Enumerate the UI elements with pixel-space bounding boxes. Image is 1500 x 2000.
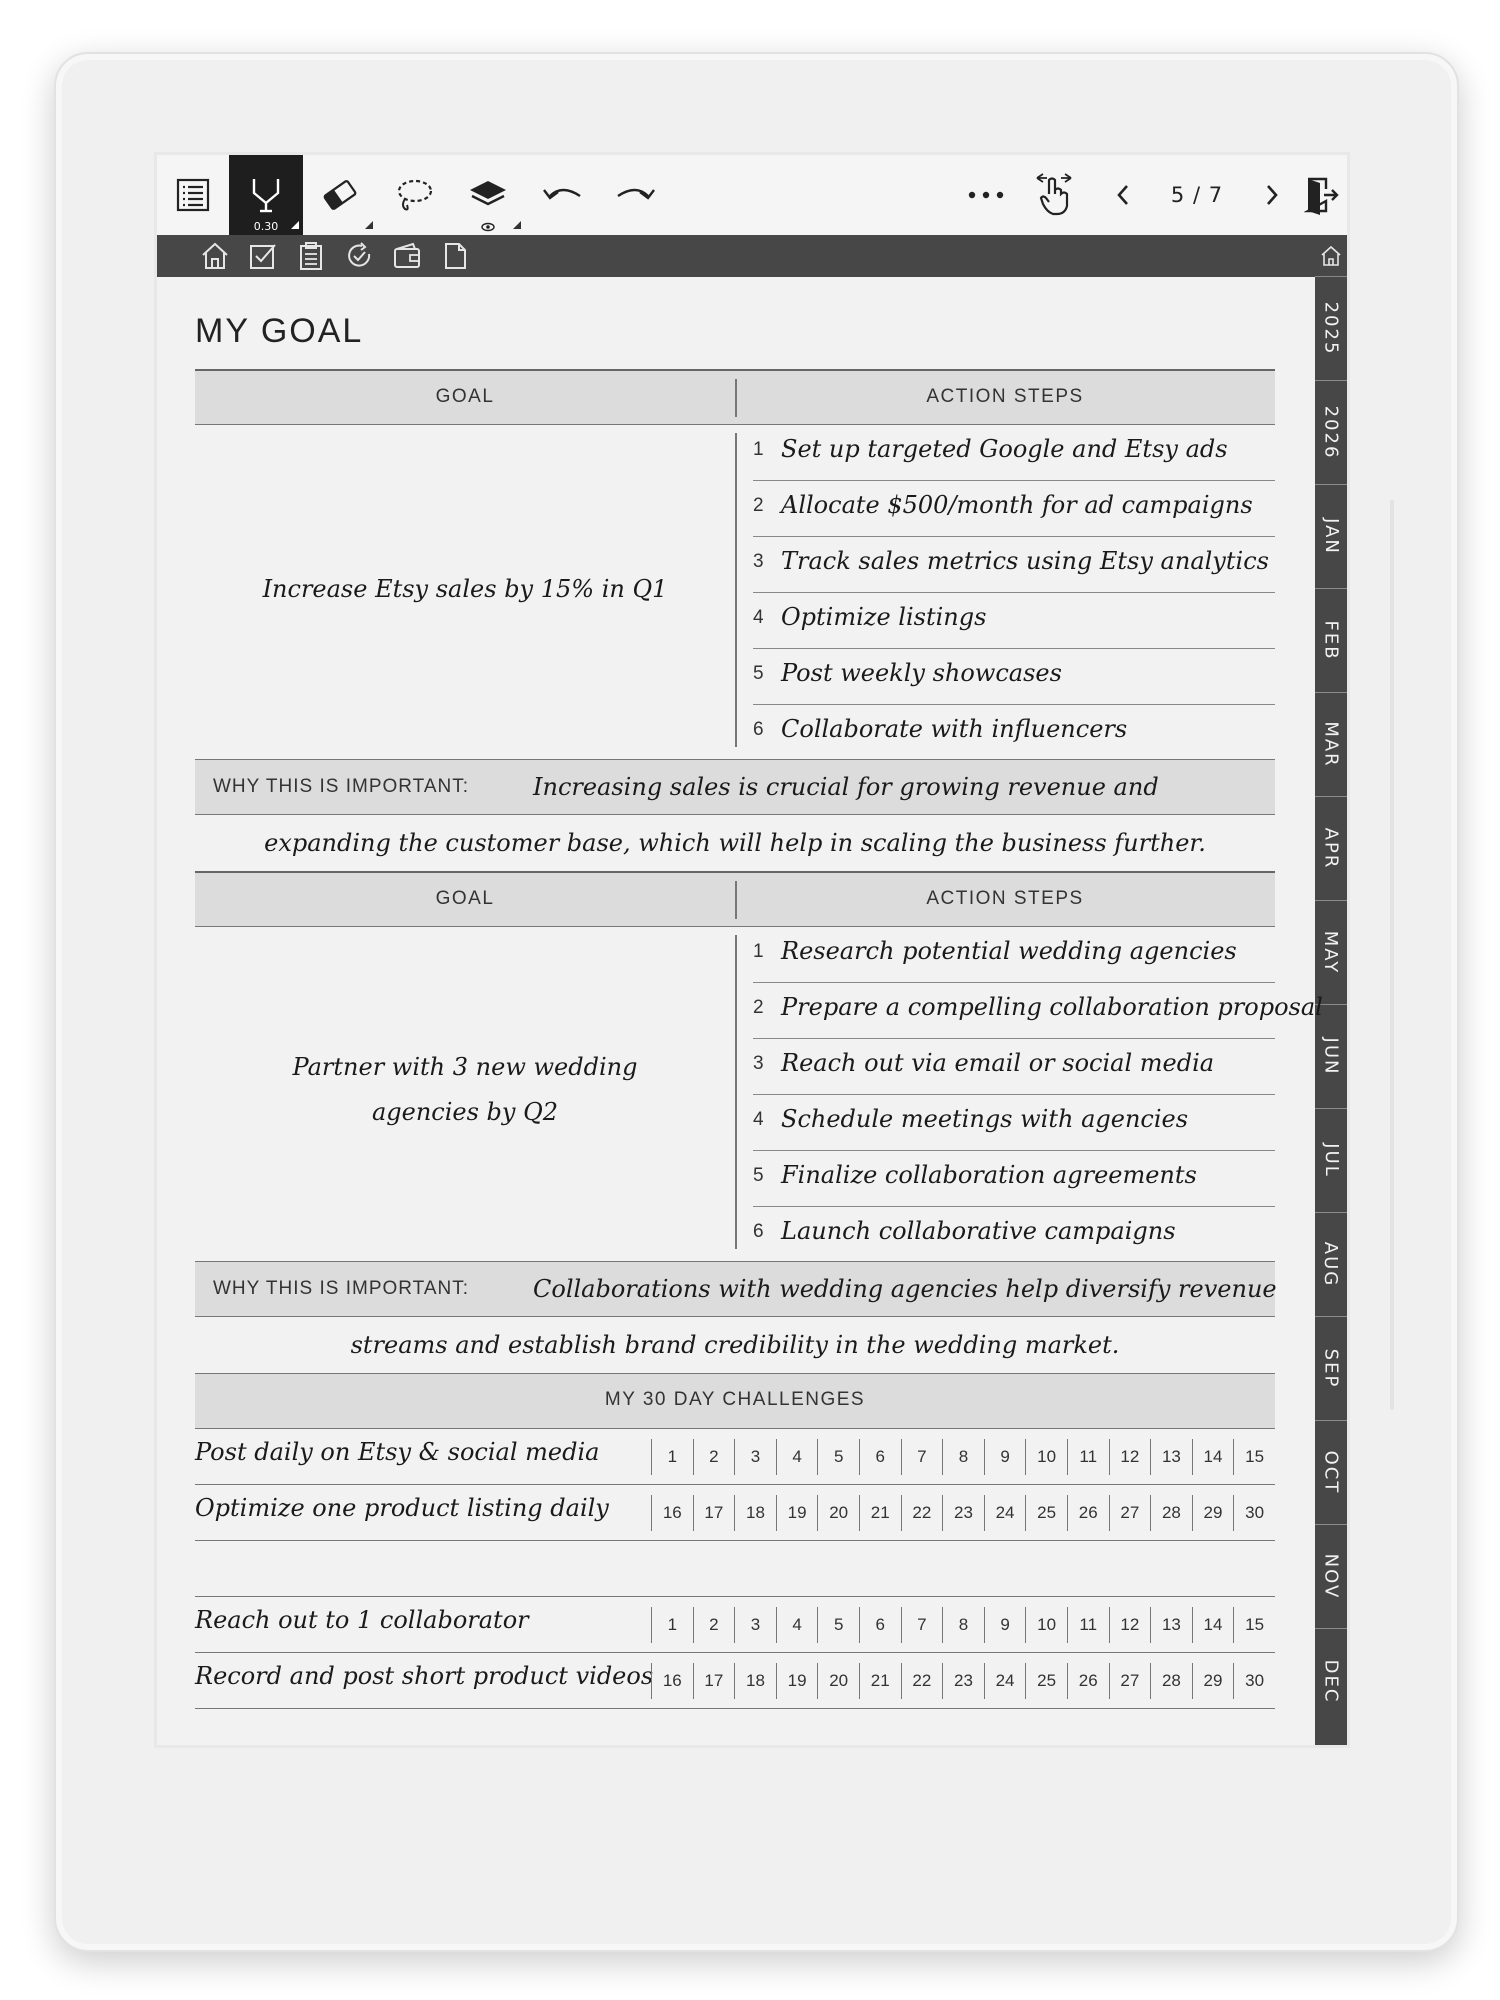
document-icon [440, 241, 470, 271]
redo-button[interactable] [599, 155, 673, 235]
why-label: WHY THIS IS IMPORTANT: [213, 1278, 470, 1299]
step-number: 5 [753, 663, 764, 684]
goal-divider [735, 935, 737, 1249]
step-number: 1 [753, 439, 764, 460]
toc-button[interactable] [157, 155, 229, 235]
goal-2-step-6[interactable] [753, 1207, 1275, 1263]
challenge-day-cell[interactable]: 11 [1067, 1607, 1109, 1643]
challenge-day-cell[interactable]: 7 [901, 1439, 943, 1475]
goal-2-why-row[interactable] [195, 1261, 1275, 1317]
step-text: Set up targeted Google and Etsy ads [781, 435, 1228, 463]
side-tab-label: FEB [1320, 620, 1342, 661]
challenge-day-cell[interactable]: 22 [901, 1495, 943, 1531]
goal-1-text-line[interactable]: Increase Etsy sales by 15% in Q1 [262, 575, 668, 603]
goal-2-step-1[interactable] [753, 927, 1275, 983]
screen [157, 155, 1347, 1745]
step-number: 4 [753, 1109, 764, 1130]
step-text: Collaborate with influencers [781, 715, 1128, 743]
challenge-day-cell[interactable]: 13 [1150, 1439, 1192, 1475]
goal-1-step-3[interactable] [753, 537, 1275, 593]
goal-1-step-5[interactable] [753, 649, 1275, 705]
challenge-day-cell[interactable]: 10 [1025, 1607, 1067, 1643]
more-dots-icon [966, 190, 1006, 200]
nav-notes-button[interactable] [295, 240, 327, 272]
challenge-day-cell[interactable]: 5 [817, 1607, 859, 1643]
eraser-icon [320, 177, 360, 213]
challenge-day-cell[interactable]: 16 [651, 1663, 693, 1699]
prev-page-button[interactable] [1093, 155, 1153, 235]
goal-2-header-row [195, 871, 1275, 927]
challenge-day-cell[interactable]: 28 [1150, 1663, 1192, 1699]
side-tab-label: AUG [1320, 1241, 1342, 1288]
challenge-day-cell[interactable]: 17 [693, 1663, 735, 1699]
side-tab-label: JAN [1320, 518, 1342, 555]
pen-icon [248, 175, 284, 215]
goal-column-header: GOAL [435, 888, 495, 909]
challenge-day-cell[interactable]: 30 [1233, 1663, 1275, 1699]
side-tab-dec[interactable] [1315, 1629, 1347, 1733]
challenge-day-cell[interactable]: 5 [817, 1439, 859, 1475]
challenge-day-cell[interactable]: 20 [817, 1663, 859, 1699]
eraser-tool-button[interactable] [303, 155, 377, 235]
challenge-day-cell[interactable]: 29 [1192, 1495, 1234, 1531]
challenge-day-cell[interactable]: 30 [1233, 1495, 1275, 1531]
step-number: 4 [753, 607, 764, 628]
action-steps-column-header: ACTION STEPS [926, 888, 1084, 909]
step-number: 1 [753, 941, 764, 962]
step-text: Reach out via email or social media [781, 1049, 1215, 1077]
challenge-day-cell[interactable]: 11 [1067, 1439, 1109, 1475]
side-tab-label: NOV [1320, 1553, 1342, 1600]
page-indicator[interactable]: 5 / 7 [1170, 183, 1224, 207]
goal-2-step-5[interactable] [753, 1151, 1275, 1207]
pen-options-corner [291, 221, 299, 229]
challenge-label: Reach out to 1 collaborator [195, 1606, 529, 1634]
challenge-day-cell[interactable]: 16 [651, 1495, 693, 1531]
challenge-day-cell[interactable]: 9 [984, 1607, 1026, 1643]
challenge-day-grid [651, 1495, 1275, 1531]
challenge-day-cell[interactable]: 1 [651, 1439, 693, 1475]
goal-1-step-2[interactable] [753, 481, 1275, 537]
nav-page-button[interactable] [439, 240, 471, 272]
side-tab-2025[interactable] [1315, 277, 1347, 381]
goal-1-step-1[interactable] [753, 425, 1275, 481]
challenge-row-4[interactable] [195, 1653, 1275, 1709]
challenge-day-cell[interactable]: 25 [1025, 1663, 1067, 1699]
side-tab-label: JUN [1320, 1037, 1342, 1076]
chevron-left-icon [1115, 183, 1131, 207]
challenge-row-2[interactable] [195, 1485, 1275, 1541]
lasso-icon [393, 175, 435, 215]
step-text: Allocate $500/month for ad campaigns [781, 491, 1253, 519]
why-label: WHY THIS IS IMPORTANT: [213, 776, 470, 797]
device-side-button [1390, 500, 1394, 1410]
challenge-day-cell[interactable]: 21 [859, 1663, 901, 1699]
nav-home-button[interactable] [199, 240, 231, 272]
challenge-day-cell[interactable]: 13 [1150, 1607, 1192, 1643]
challenge-day-cell[interactable]: 18 [734, 1495, 776, 1531]
side-tab-feb[interactable] [1315, 589, 1347, 693]
challenge-day-cell[interactable]: 17 [693, 1495, 735, 1531]
layers-button[interactable] [451, 155, 525, 235]
challenge-day-cell[interactable]: 7 [901, 1607, 943, 1643]
action-steps-column-header: ACTION STEPS [926, 386, 1084, 407]
challenge-day-cell[interactable]: 2 [693, 1439, 735, 1475]
exit-door-icon [1304, 175, 1340, 215]
challenge-day-cell[interactable]: 21 [859, 1495, 901, 1531]
challenge-spacer-row [195, 1541, 1275, 1597]
challenge-day-cell[interactable]: 10 [1025, 1439, 1067, 1475]
side-tab-may[interactable] [1315, 901, 1347, 1005]
challenge-day-cell[interactable]: 26 [1067, 1663, 1109, 1699]
challenge-label: Record and post short product videos [195, 1662, 654, 1690]
side-tab-label: OCT [1320, 1450, 1342, 1495]
side-tab-label: 2026 [1320, 405, 1342, 460]
challenge-day-cell[interactable]: 3 [734, 1607, 776, 1643]
challenge-day-cell[interactable]: 1 [651, 1607, 693, 1643]
goal-2-text-line-1[interactable]: Partner with 3 new wedding [292, 1053, 638, 1081]
why-text-line-1: Collaborations with wedding agencies help diversify revenue [533, 1275, 1277, 1303]
nav-tasks-button[interactable] [247, 240, 279, 272]
challenge-day-cell[interactable]: 4 [776, 1439, 818, 1475]
goal-1-step-4[interactable] [753, 593, 1275, 649]
eraser-options-corner [365, 221, 373, 229]
undo-icon [540, 180, 584, 210]
side-tab-label: APR [1320, 827, 1342, 870]
step-number: 2 [753, 495, 764, 516]
side-home-button[interactable] [1315, 235, 1347, 277]
step-text: Track sales metrics using Etsy analytics [781, 547, 1269, 575]
wallet-icon [392, 241, 422, 271]
challenge-label: Post daily on Etsy & social media [195, 1438, 600, 1466]
challenge-day-cell[interactable]: 19 [776, 1495, 818, 1531]
undo-button[interactable] [525, 155, 599, 235]
step-text: Post weekly showcases [781, 659, 1062, 687]
nav-habits-button[interactable] [343, 240, 375, 272]
goal-2-text-line-2[interactable]: agencies by Q2 [371, 1098, 559, 1126]
goal-1-why-row[interactable] [195, 759, 1275, 815]
challenge-day-cell[interactable]: 9 [984, 1439, 1026, 1475]
challenge-day-cell[interactable]: 12 [1109, 1439, 1151, 1475]
challenge-day-cell[interactable]: 15 [1233, 1439, 1275, 1475]
challenge-day-cell[interactable]: 8 [942, 1439, 984, 1475]
exit-button[interactable] [1297, 155, 1347, 235]
goal-2-step-4[interactable] [753, 1095, 1275, 1151]
side-tab-oct[interactable] [1315, 1421, 1347, 1525]
goal-1-step-6[interactable] [753, 705, 1275, 761]
step-text: Optimize listings [781, 603, 987, 631]
page-title: MY GOAL [195, 312, 364, 350]
challenge-day-cell[interactable]: 3 [734, 1439, 776, 1475]
side-tab-bar [1315, 235, 1347, 1745]
goal-2-step-3[interactable] [753, 1039, 1275, 1095]
goal-1-header-row [195, 369, 1275, 425]
challenge-day-cell[interactable]: 4 [776, 1607, 818, 1643]
goal-2-why-text-line-2[interactable]: streams and establish brand credibility in the wedding market. [350, 1331, 1120, 1359]
step-text: Research potential wedding agencies [781, 937, 1237, 965]
eye-icon [481, 222, 495, 232]
goal-2-step-2[interactable] [753, 983, 1323, 1039]
challenge-day-cell[interactable]: 14 [1192, 1607, 1234, 1643]
challenge-day-grid [651, 1663, 1275, 1699]
cycle-icon [344, 241, 374, 271]
goal-1-body [195, 425, 1275, 755]
challenge-day-grid [651, 1607, 1275, 1643]
challenge-label: Optimize one product listing daily [195, 1494, 609, 1522]
challenge-day-cell[interactable]: 24 [984, 1495, 1026, 1531]
challenge-day-cell[interactable]: 6 [859, 1439, 901, 1475]
challenge-day-cell[interactable]: 26 [1067, 1495, 1109, 1531]
hand-touch-icon [1033, 172, 1075, 218]
nav-finance-button[interactable] [391, 240, 423, 272]
next-page-button[interactable] [1247, 155, 1297, 235]
layers-icon [466, 177, 510, 213]
side-tab-label: DEC [1320, 1659, 1342, 1703]
side-tab-label: MAR [1320, 721, 1342, 768]
challenge-day-cell[interactable]: 8 [942, 1607, 984, 1643]
home-icon [200, 241, 230, 271]
side-tab-2026[interactable] [1315, 381, 1347, 485]
pen-tool-button[interactable] [229, 155, 303, 235]
challenge-day-cell[interactable]: 28 [1150, 1495, 1192, 1531]
challenge-day-cell[interactable]: 6 [859, 1607, 901, 1643]
step-number: 6 [753, 1221, 764, 1242]
side-tab-label: SEP [1320, 1348, 1342, 1389]
challenges-header: MY 30 DAY CHALLENGES [195, 1373, 1275, 1429]
clipboard-icon [296, 241, 326, 271]
step-text: Prepare a compelling collaboration proposal [781, 993, 1323, 1021]
redo-icon [614, 180, 658, 210]
side-tab-label: JUL [1320, 1143, 1342, 1178]
goal-column-header: GOAL [435, 386, 495, 407]
challenge-day-cell[interactable]: 23 [942, 1663, 984, 1699]
touch-mode-button[interactable] [1019, 155, 1089, 235]
home-icon [1320, 245, 1342, 267]
challenge-row-3[interactable] [195, 1597, 1275, 1653]
checkbox-icon [248, 241, 278, 271]
toolbar [157, 155, 1347, 235]
step-number: 2 [753, 997, 764, 1018]
challenge-day-cell[interactable]: 15 [1233, 1607, 1275, 1643]
challenge-day-cell[interactable]: 19 [776, 1663, 818, 1699]
step-text: Schedule meetings with agencies [781, 1105, 1189, 1133]
layers-options-corner [513, 221, 521, 229]
chevron-right-icon [1264, 183, 1280, 207]
step-number: 3 [753, 1053, 764, 1074]
challenge-day-cell[interactable]: 2 [693, 1607, 735, 1643]
goal-1-why-text-line-2[interactable]: expanding the customer base, which will help in scaling the business further. [264, 829, 1206, 857]
challenge-day-cell[interactable]: 12 [1109, 1607, 1151, 1643]
challenge-day-cell[interactable]: 22 [901, 1663, 943, 1699]
challenge-day-grid [651, 1439, 1275, 1475]
side-tab-sep[interactable] [1315, 1317, 1347, 1421]
side-tab-jul[interactable] [1315, 1109, 1347, 1213]
lasso-tool-button[interactable] [377, 155, 451, 235]
pen-size-label: 0.30 [253, 220, 279, 233]
challenge-day-cell[interactable]: 24 [984, 1663, 1026, 1699]
side-tab-apr[interactable] [1315, 797, 1347, 901]
step-number: 3 [753, 551, 764, 572]
more-options-button[interactable] [953, 155, 1019, 235]
challenge-day-cell[interactable]: 14 [1192, 1439, 1234, 1475]
why-text-line-1: Increasing sales is crucial for growing revenue and [533, 773, 1159, 801]
planner-nav-bar [157, 235, 1347, 277]
challenge-day-cell[interactable]: 23 [942, 1495, 984, 1531]
step-text: Finalize collaboration agreements [781, 1161, 1197, 1189]
side-tab-mar[interactable] [1315, 693, 1347, 797]
side-tab-label: MAY [1320, 930, 1342, 975]
challenge-day-cell[interactable]: 18 [734, 1663, 776, 1699]
step-text: Launch collaborative campaigns [781, 1217, 1176, 1245]
challenge-day-cell[interactable]: 20 [817, 1495, 859, 1531]
side-tab-aug[interactable] [1315, 1213, 1347, 1317]
side-tab-jan[interactable] [1315, 485, 1347, 589]
challenge-day-cell[interactable]: 25 [1025, 1495, 1067, 1531]
challenge-row-1[interactable] [195, 1429, 1275, 1485]
challenge-day-cell[interactable]: 27 [1109, 1495, 1151, 1531]
side-tab-label: 2025 [1320, 301, 1342, 356]
list-icon [175, 177, 211, 213]
challenge-day-cell[interactable]: 29 [1192, 1663, 1234, 1699]
goal-2-body [195, 927, 1323, 1257]
step-number: 5 [753, 1165, 764, 1186]
goal-divider [735, 433, 737, 747]
step-number: 6 [753, 719, 764, 740]
challenge-day-cell[interactable]: 27 [1109, 1663, 1151, 1699]
side-tab-nov[interactable] [1315, 1525, 1347, 1629]
